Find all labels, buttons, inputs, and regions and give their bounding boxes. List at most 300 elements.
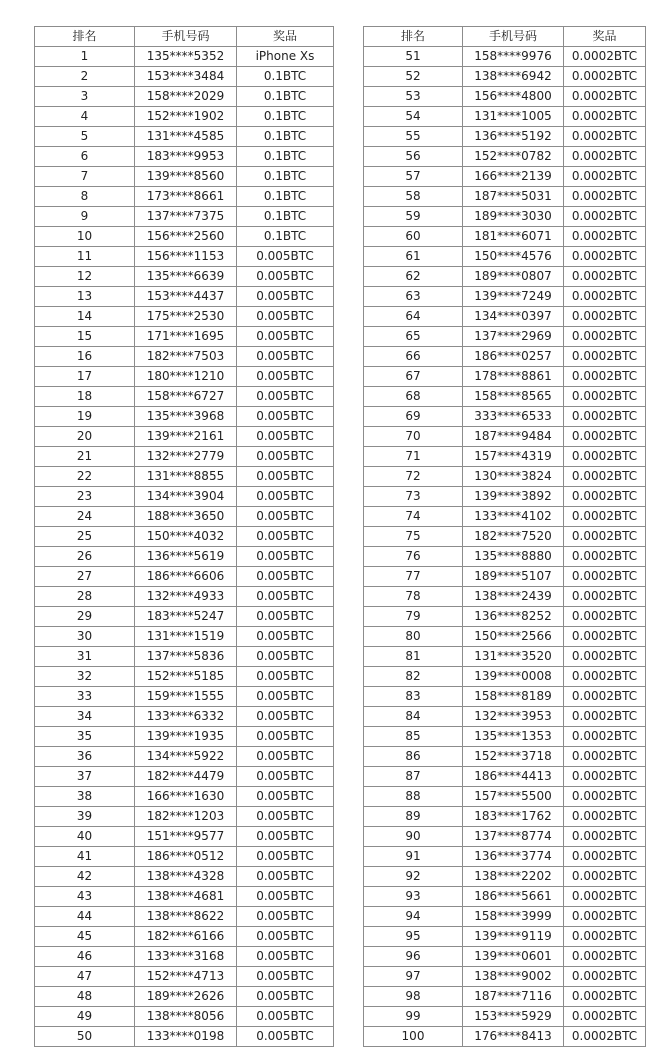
table-row [35, 487, 334, 507]
rank-cell: 45 [35, 927, 135, 947]
prize-cell: 0.0002BTC [564, 687, 646, 707]
prize-cell: 0.0002BTC [564, 707, 646, 727]
rank-cell: 36 [35, 747, 135, 767]
phone-cell: 139****3892 [463, 487, 564, 507]
table-row [35, 247, 334, 267]
table-row [364, 847, 646, 867]
rank-cell: 90 [364, 827, 463, 847]
prize-cell: 0.005BTC [237, 567, 334, 587]
table-row [35, 307, 334, 327]
rank-cell: 96 [364, 947, 463, 967]
prize-cell: 0.0002BTC [564, 827, 646, 847]
phone-cell: 134****3904 [135, 487, 237, 507]
table-row [364, 47, 646, 67]
table-row [35, 367, 334, 387]
rank-cell: 17 [35, 367, 135, 387]
prize-cell: 0.005BTC [237, 967, 334, 987]
phone-cell: 152****0782 [463, 147, 564, 167]
phone-cell: 136****5619 [135, 547, 237, 567]
prize-cell: 0.0002BTC [564, 927, 646, 947]
prize-cell: 0.0002BTC [564, 67, 646, 87]
table-row [35, 327, 334, 347]
rank-cell: 18 [35, 387, 135, 407]
table-row [364, 707, 646, 727]
prize-cell: 0.005BTC [237, 387, 334, 407]
table-row [364, 807, 646, 827]
rank-cell: 43 [35, 887, 135, 907]
prize-cell: 0.0002BTC [564, 327, 646, 347]
prize-cell: 0.005BTC [237, 367, 334, 387]
phone-cell: 133****4102 [463, 507, 564, 527]
table-row [35, 927, 334, 947]
rank-cell: 88 [364, 787, 463, 807]
prize-cell: 0.005BTC [237, 727, 334, 747]
prize-cell: 0.005BTC [237, 607, 334, 627]
prize-cell: 0.005BTC [237, 267, 334, 287]
phone-cell: 136****8252 [463, 607, 564, 627]
rank-cell: 84 [364, 707, 463, 727]
prize-cell: 0.0002BTC [564, 627, 646, 647]
prize-cell: 0.005BTC [237, 987, 334, 1007]
rank-cell: 48 [35, 987, 135, 1007]
prize-cell: 0.0002BTC [564, 1007, 646, 1027]
prize-cell: 0.1BTC [237, 87, 334, 107]
table-row [35, 107, 334, 127]
rank-cell: 58 [364, 187, 463, 207]
table-row [35, 607, 334, 627]
phone-cell: 182****4479 [135, 767, 237, 787]
table-row [364, 1007, 646, 1027]
table-row [364, 967, 646, 987]
winners-table-left [34, 26, 334, 1047]
prize-cell: 0.005BTC [237, 247, 334, 267]
prize-cell: 0.0002BTC [564, 167, 646, 187]
table-row [35, 207, 334, 227]
phone-cell: 186****5661 [463, 887, 564, 907]
phone-cell: 158****3999 [463, 907, 564, 927]
table-row [35, 427, 334, 447]
table-row [364, 67, 646, 87]
table-row [364, 367, 646, 387]
prize-cell: 0.0002BTC [564, 147, 646, 167]
table-row [35, 567, 334, 587]
prize-cell: 0.0002BTC [564, 467, 646, 487]
table-row [35, 867, 334, 887]
phone-cell: 182****6166 [135, 927, 237, 947]
table-row [364, 667, 646, 687]
prize-cell: 0.0002BTC [564, 567, 646, 587]
prize-cell: 0.0002BTC [564, 847, 646, 867]
rank-cell: 61 [364, 247, 463, 267]
table-row [35, 767, 334, 787]
prize-cell: 0.1BTC [237, 67, 334, 87]
prize-cell: 0.005BTC [237, 847, 334, 867]
rank-cell: 41 [35, 847, 135, 867]
rank-cell: 67 [364, 367, 463, 387]
table-row [35, 907, 334, 927]
phone-cell: 135****1353 [463, 727, 564, 747]
prize-cell: 0.0002BTC [564, 887, 646, 907]
rank-cell: 32 [35, 667, 135, 687]
table-row [35, 627, 334, 647]
phone-cell: 150****4032 [135, 527, 237, 547]
phone-cell: 131****3520 [463, 647, 564, 667]
prize-cell: 0.005BTC [237, 287, 334, 307]
rank-cell: 82 [364, 667, 463, 687]
prize-cell: 0.0002BTC [564, 287, 646, 307]
phone-cell: 135****5352 [135, 47, 237, 67]
table-row [35, 127, 334, 147]
rank-cell: 9 [35, 207, 135, 227]
phone-cell: 186****0512 [135, 847, 237, 867]
rank-cell: 3 [35, 87, 135, 107]
rank-cell: 86 [364, 747, 463, 767]
prize-cell: 0.005BTC [237, 407, 334, 427]
table-row [364, 607, 646, 627]
winners-table-right [363, 26, 646, 1047]
rank-cell: 5 [35, 127, 135, 147]
prize-cell: 0.0002BTC [564, 907, 646, 927]
phone-cell: 152****3718 [463, 747, 564, 767]
table-row [35, 227, 334, 247]
rank-cell: 11 [35, 247, 135, 267]
phone-cell: 138****4328 [135, 867, 237, 887]
table-row [35, 47, 334, 67]
header-row [35, 27, 334, 47]
prize-cell: 0.005BTC [237, 487, 334, 507]
prize-cell: 0.005BTC [237, 927, 334, 947]
table-row [364, 167, 646, 187]
rank-cell: 63 [364, 287, 463, 307]
prize-cell: 0.0002BTC [564, 727, 646, 747]
table-row [364, 947, 646, 967]
phone-cell: 181****6071 [463, 227, 564, 247]
rank-cell: 6 [35, 147, 135, 167]
table-row [364, 647, 646, 667]
table-row [35, 267, 334, 287]
phone-cell: 139****2161 [135, 427, 237, 447]
table-row [364, 127, 646, 147]
table-row [364, 927, 646, 947]
rank-cell: 33 [35, 687, 135, 707]
phone-cell: 186****4413 [463, 767, 564, 787]
prize-cell: 0.005BTC [237, 807, 334, 827]
rank-cell: 83 [364, 687, 463, 707]
phone-cell: 176****8413 [463, 1027, 564, 1047]
table-row [35, 167, 334, 187]
prize-cell: 0.0002BTC [564, 207, 646, 227]
phone-cell: 138****2202 [463, 867, 564, 887]
phone-cell: 152****4713 [135, 967, 237, 987]
table-row [364, 447, 646, 467]
rank-cell: 22 [35, 467, 135, 487]
phone-cell: 139****8560 [135, 167, 237, 187]
table-row [364, 327, 646, 347]
rank-cell: 47 [35, 967, 135, 987]
prize-cell: 0.0002BTC [564, 607, 646, 627]
rank-cell: 23 [35, 487, 135, 507]
phone-cell: 166****1630 [135, 787, 237, 807]
phone-cell: 189****3030 [463, 207, 564, 227]
rank-cell: 77 [364, 567, 463, 587]
prize-cell: 0.0002BTC [564, 307, 646, 327]
phone-cell: 137****7375 [135, 207, 237, 227]
table-row [35, 147, 334, 167]
prize-cell: 0.005BTC [237, 667, 334, 687]
prize-cell: 0.005BTC [237, 747, 334, 767]
prize-cell: 0.0002BTC [564, 747, 646, 767]
table-row [35, 447, 334, 467]
table-row [364, 547, 646, 567]
phone-cell: 139****0008 [463, 667, 564, 687]
prize-cell: 0.005BTC [237, 907, 334, 927]
table-row [364, 407, 646, 427]
phone-cell: 152****1902 [135, 107, 237, 127]
rank-cell: 66 [364, 347, 463, 367]
phone-cell: 132****3953 [463, 707, 564, 727]
prize-cell: 0.005BTC [237, 1007, 334, 1027]
prize-cell: 0.0002BTC [564, 227, 646, 247]
rank-cell: 38 [35, 787, 135, 807]
prize-cell: 0.1BTC [237, 107, 334, 127]
rank-cell: 44 [35, 907, 135, 927]
table-row [364, 767, 646, 787]
table-body [35, 47, 334, 1047]
prize-cell: 0.0002BTC [564, 527, 646, 547]
table-row [35, 887, 334, 907]
phone-cell: 138****8056 [135, 1007, 237, 1027]
rank-cell: 95 [364, 927, 463, 947]
phone-cell: 135****3968 [135, 407, 237, 427]
prize-cell: 0.0002BTC [564, 247, 646, 267]
rank-header: 排名 [35, 27, 135, 47]
rank-cell: 76 [364, 547, 463, 567]
rank-cell: 69 [364, 407, 463, 427]
prize-cell: 0.0002BTC [564, 127, 646, 147]
phone-cell: 135****8880 [463, 547, 564, 567]
rank-cell: 31 [35, 647, 135, 667]
prize-cell: 0.0002BTC [564, 807, 646, 827]
phone-cell: 156****4800 [463, 87, 564, 107]
table-row [35, 987, 334, 1007]
prize-cell: 0.0002BTC [564, 87, 646, 107]
prize-cell: 0.005BTC [237, 767, 334, 787]
prize-cell: 0.005BTC [237, 867, 334, 887]
phone-cell: 139****7249 [463, 287, 564, 307]
prize-cell: 0.1BTC [237, 227, 334, 247]
table-row [364, 387, 646, 407]
phone-cell: 183****9953 [135, 147, 237, 167]
prize-cell: 0.005BTC [237, 347, 334, 367]
prize-cell: 0.005BTC [237, 547, 334, 567]
phone-cell: 138****9002 [463, 967, 564, 987]
phone-cell: 157****4319 [463, 447, 564, 467]
prize-cell: 0.0002BTC [564, 267, 646, 287]
phone-cell: 138****8622 [135, 907, 237, 927]
prize-cell: 0.0002BTC [564, 547, 646, 567]
table-row [35, 727, 334, 747]
rank-cell: 27 [35, 567, 135, 587]
rank-cell: 12 [35, 267, 135, 287]
prize-header: 奖品 [564, 27, 646, 47]
table-body [364, 47, 646, 1047]
rank-cell: 98 [364, 987, 463, 1007]
rank-cell: 79 [364, 607, 463, 627]
phone-cell: 151****9577 [135, 827, 237, 847]
phone-cell: 189****0807 [463, 267, 564, 287]
phone-cell: 132****2779 [135, 447, 237, 467]
prize-cell: iPhone Xs [237, 47, 334, 67]
rank-cell: 62 [364, 267, 463, 287]
phone-cell: 182****1203 [135, 807, 237, 827]
table-row [364, 687, 646, 707]
rank-cell: 60 [364, 227, 463, 247]
prize-cell: 0.005BTC [237, 647, 334, 667]
table-row [364, 467, 646, 487]
rank-cell: 26 [35, 547, 135, 567]
table-row [364, 827, 646, 847]
rank-cell: 54 [364, 107, 463, 127]
phone-cell: 138****2439 [463, 587, 564, 607]
phone-cell: 158****9976 [463, 47, 564, 67]
phone-cell: 153****5929 [463, 1007, 564, 1027]
phone-cell: 180****1210 [135, 367, 237, 387]
prize-cell: 0.005BTC [237, 327, 334, 347]
table-row [35, 827, 334, 847]
phone-cell: 158****8565 [463, 387, 564, 407]
prize-cell: 0.005BTC [237, 887, 334, 907]
prize-cell: 0.0002BTC [564, 987, 646, 1007]
prize-cell: 0.0002BTC [564, 667, 646, 687]
table-row [364, 727, 646, 747]
rank-cell: 46 [35, 947, 135, 967]
table-row [364, 347, 646, 367]
prize-cell: 0.1BTC [237, 127, 334, 147]
rank-cell: 75 [364, 527, 463, 547]
table-row [364, 107, 646, 127]
phone-cell: 150****2566 [463, 627, 564, 647]
rank-cell: 53 [364, 87, 463, 107]
table-row [35, 67, 334, 87]
table-row [364, 887, 646, 907]
rank-cell: 24 [35, 507, 135, 527]
rank-cell: 21 [35, 447, 135, 467]
table-row [35, 527, 334, 547]
rank-cell: 34 [35, 707, 135, 727]
phone-cell: 158****6727 [135, 387, 237, 407]
rank-cell: 15 [35, 327, 135, 347]
prize-cell: 0.0002BTC [564, 367, 646, 387]
phone-cell: 136****3774 [463, 847, 564, 867]
table-row [35, 647, 334, 667]
rank-cell: 56 [364, 147, 463, 167]
rank-cell: 39 [35, 807, 135, 827]
phone-cell: 150****4576 [463, 247, 564, 267]
prize-cell: 0.005BTC [237, 467, 334, 487]
phone-cell: 183****5247 [135, 607, 237, 627]
prize-cell: 0.005BTC [237, 627, 334, 647]
phone-cell: 138****4681 [135, 887, 237, 907]
rank-cell: 2 [35, 67, 135, 87]
prize-cell: 0.0002BTC [564, 967, 646, 987]
prize-cell: 0.0002BTC [564, 647, 646, 667]
phone-cell: 133****3168 [135, 947, 237, 967]
phone-cell: 158****2029 [135, 87, 237, 107]
rank-cell: 1 [35, 47, 135, 67]
phone-cell: 187****9484 [463, 427, 564, 447]
phone-cell: 173****8661 [135, 187, 237, 207]
rank-cell: 57 [364, 167, 463, 187]
phone-cell: 188****3650 [135, 507, 237, 527]
prize-cell: 0.0002BTC [564, 1027, 646, 1047]
phone-cell: 139****0601 [463, 947, 564, 967]
table-row [35, 467, 334, 487]
table-row [364, 787, 646, 807]
phone-cell: 189****2626 [135, 987, 237, 1007]
phone-cell: 152****5185 [135, 667, 237, 687]
rank-cell: 35 [35, 727, 135, 747]
phone-cell: 175****2530 [135, 307, 237, 327]
table-row [35, 967, 334, 987]
phone-cell: 138****6942 [463, 67, 564, 87]
table-row [364, 147, 646, 167]
prize-cell: 0.005BTC [237, 787, 334, 807]
rank-cell: 42 [35, 867, 135, 887]
prize-cell: 0.1BTC [237, 187, 334, 207]
prize-cell: 0.0002BTC [564, 447, 646, 467]
phone-cell: 135****6639 [135, 267, 237, 287]
rank-cell: 10 [35, 227, 135, 247]
phone-cell: 153****4437 [135, 287, 237, 307]
table-row [35, 1007, 334, 1027]
table-row [35, 947, 334, 967]
table-row [364, 227, 646, 247]
prize-cell: 0.0002BTC [564, 187, 646, 207]
prize-cell: 0.0002BTC [564, 47, 646, 67]
phone-cell: 137****2969 [463, 327, 564, 347]
table-row [364, 567, 646, 587]
prize-cell: 0.1BTC [237, 167, 334, 187]
phone-cell: 183****1762 [463, 807, 564, 827]
table-row [364, 627, 646, 647]
table-row [364, 507, 646, 527]
rank-cell: 70 [364, 427, 463, 447]
phone-cell: 182****7520 [463, 527, 564, 547]
phone-cell: 133****6332 [135, 707, 237, 727]
phone-cell: 153****3484 [135, 67, 237, 87]
table-row [35, 847, 334, 867]
table-row [35, 547, 334, 567]
phone-cell: 187****5031 [463, 187, 564, 207]
table-row [35, 347, 334, 367]
table-row [364, 247, 646, 267]
phone-cell: 157****5500 [463, 787, 564, 807]
phone-cell: 189****5107 [463, 567, 564, 587]
phone-cell: 131****1519 [135, 627, 237, 647]
rank-cell: 74 [364, 507, 463, 527]
rank-cell: 55 [364, 127, 463, 147]
phone-cell: 134****0397 [463, 307, 564, 327]
prize-header: 奖品 [237, 27, 334, 47]
rank-cell: 7 [35, 167, 135, 187]
rank-cell: 71 [364, 447, 463, 467]
table-row [364, 267, 646, 287]
phone-cell: 182****7503 [135, 347, 237, 367]
prize-cell: 0.0002BTC [564, 947, 646, 967]
table-row [364, 427, 646, 447]
phone-cell: 178****8861 [463, 367, 564, 387]
table-row [364, 1027, 646, 1047]
